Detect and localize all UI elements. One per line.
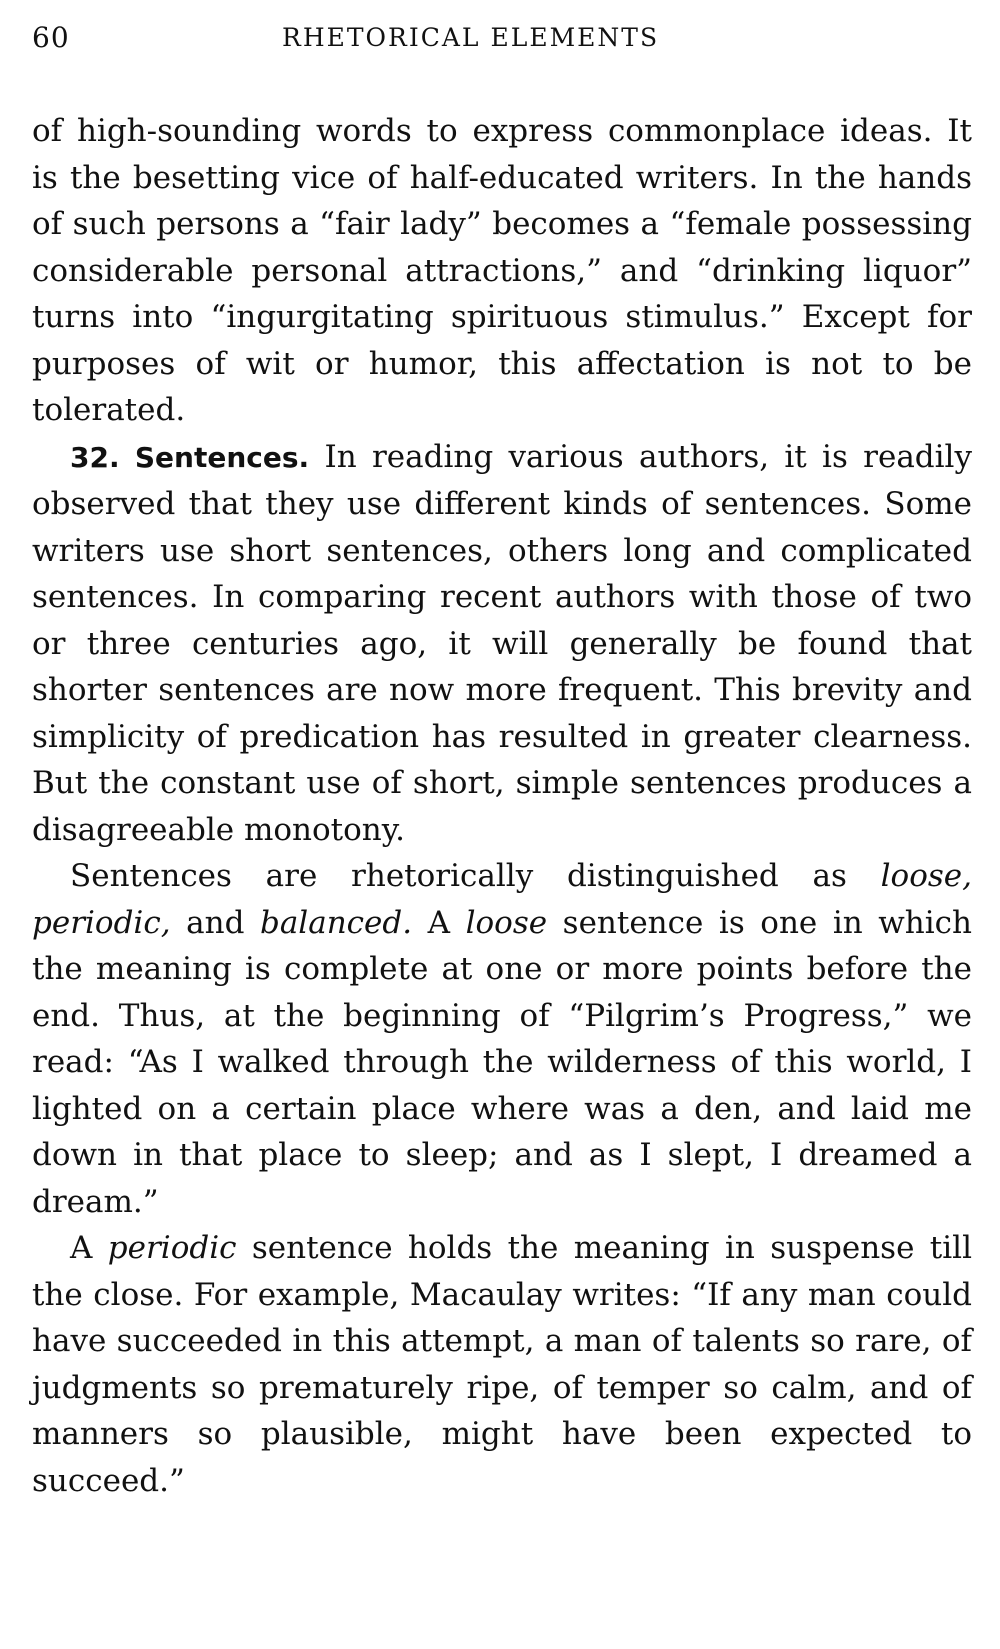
- running-title: RHETORICAL ELEMENTS: [282, 23, 660, 52]
- paragraph-affectation: of high-sounding words to express commonplace ideas. It is the besetting vice of half-educated writers. In the hands of such persons a “fair lady” becomes a “female possessing considerable personal attractions,” and “drinking liquor” turns into “ingurgitating spirituous stimulus.” Except for purposes of wit or humor, this affectation is not to be tolerated.: [32, 113, 972, 428]
- section-number: 32.: [70, 440, 120, 474]
- term-loose: loose,: [880, 858, 972, 894]
- term-loose-second: loose: [465, 904, 548, 941]
- word-and: and: [186, 904, 245, 941]
- book-page: [32, 18, 972, 1504]
- term-periodic-second: periodic: [107, 1230, 237, 1266]
- running-header: [32, 18, 972, 66]
- term-periodic: periodic,: [32, 904, 171, 941]
- paragraph-sentences-text: In reading various authors, it is readily observed that they use different kinds of sentences. Some writers use short sentences, others long and complicated sentences. In comparing recent authors with those of two or three centuries ago, it will generally be found that shorter sentences are now more frequent. This brevity and simplicity of predication has resulted in greater clearness. But the constant use of short, simple sentences produces a disagreeable monotony.: [32, 438, 972, 848]
- paragraph-sentence-types: [32, 853, 972, 1225]
- paragraph-sentences: [32, 434, 972, 854]
- section-title: Sentences.: [134, 440, 310, 474]
- word-a: A: [427, 904, 451, 941]
- page-number: 60: [32, 21, 70, 54]
- paragraph-periodic: [32, 1225, 972, 1504]
- term-balanced: balanced.: [259, 904, 413, 941]
- word-a-periodic: A: [70, 1230, 93, 1266]
- periodic-sentence-text: sentence holds the meaning in suspense till the close. For example, Macaulay writes: “If any man could have succeeded in this attempt, a man of talents so rare, of judgments so prematurely ripe, of temper so calm, and of manners so plausible, might have been expected to succeed.”: [32, 1230, 973, 1499]
- body-text: [32, 108, 972, 1504]
- loose-sentence-text: sentence is one in which the meaning is complete at one or more points before the end. Thus, at the beginning of “Pilgrim’s Progress,” we read: “As I walked through the wilderness of this world, I lighted on a certain place where was a den, and laid me down in that place to sleep; and as I slept, I dreamed a dream.”: [32, 904, 972, 1220]
- sentence-types-lead: Sentences are rhetorically distinguished as: [70, 858, 847, 894]
